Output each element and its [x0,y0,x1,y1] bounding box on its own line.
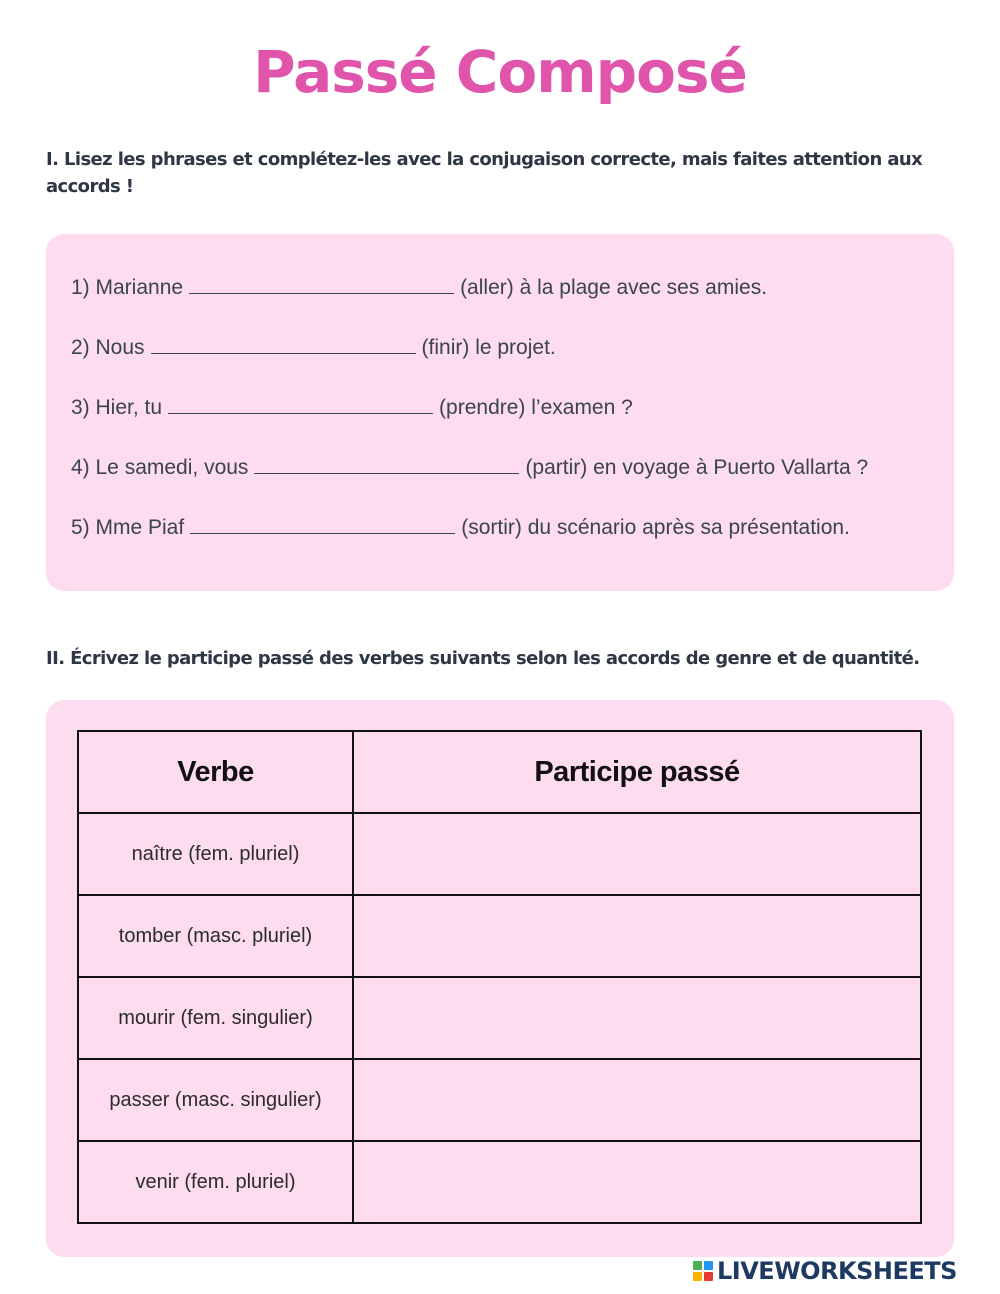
logo-squares-icon [693,1261,713,1281]
header-participe-passe: Participe passé [353,731,921,813]
sentence-1-before: 1) Marianne [71,276,184,299]
answer-blank-4[interactable] [254,455,519,474]
sentence-2 [71,335,556,360]
sentence-4-before: 4) Le samedi, vous [71,456,249,479]
participle-table [77,730,922,1224]
sentence-2-before: 2) Nous [71,336,145,359]
sentence-3-after: (prendre) l’examen ? [439,396,633,419]
sentence-5 [71,515,850,540]
verb-cell: tomber (masc. pluriel) [78,895,353,977]
sentence-4 [71,455,868,480]
sentence-1-after: (aller) à la plage avec ses amies. [460,276,768,299]
answer-cell-5[interactable] [353,1141,921,1223]
verb-cell: naître (fem. pluriel) [78,813,353,895]
liveworksheets-logo [693,1257,957,1285]
answer-blank-3[interactable] [168,395,433,414]
sentence-1 [71,275,767,300]
verb-cell: mourir (fem. singulier) [78,977,353,1059]
answer-cell-2[interactable] [353,895,921,977]
sentence-5-after: (sortir) du scénario après sa présentation. [461,516,850,539]
sentences-panel [46,234,954,591]
sentence-4-after: (partir) en voyage à Puerto Vallarta ? [525,456,869,479]
table-row [78,977,921,1059]
sentence-3 [71,395,633,420]
page-title: Passé Composé [253,38,747,106]
table-row [78,895,921,977]
table-panel [46,700,954,1257]
verb-cell: venir (fem. pluriel) [78,1141,353,1223]
brand-name: LIVEWORKSHEETS [717,1257,957,1285]
table-row [78,1141,921,1223]
table-header-row [78,731,921,813]
answer-blank-5[interactable] [190,515,455,534]
answer-blank-1[interactable] [189,275,454,294]
section2-instruction: II. Écrivez le participe passé des verbes suivants selon les accords de genre et de quantité. [46,648,920,669]
sentence-3-before: 3) Hier, tu [71,396,163,419]
verb-cell: passer (masc. singulier) [78,1059,353,1141]
header-verbe: Verbe [78,731,353,813]
sentence-2-after: (finir) le projet. [421,336,556,359]
answer-blank-2[interactable] [151,335,416,354]
sentence-5-before: 5) Mme Piaf [71,516,185,539]
table-row [78,1059,921,1141]
answer-cell-4[interactable] [353,1059,921,1141]
answer-cell-1[interactable] [353,813,921,895]
section1-instruction: I. Lisez les phrases et complétez-les avec la conjugaison correcte, mais faites attention aux accords ! [46,149,923,197]
answer-cell-3[interactable] [353,977,921,1059]
table-row [78,813,921,895]
